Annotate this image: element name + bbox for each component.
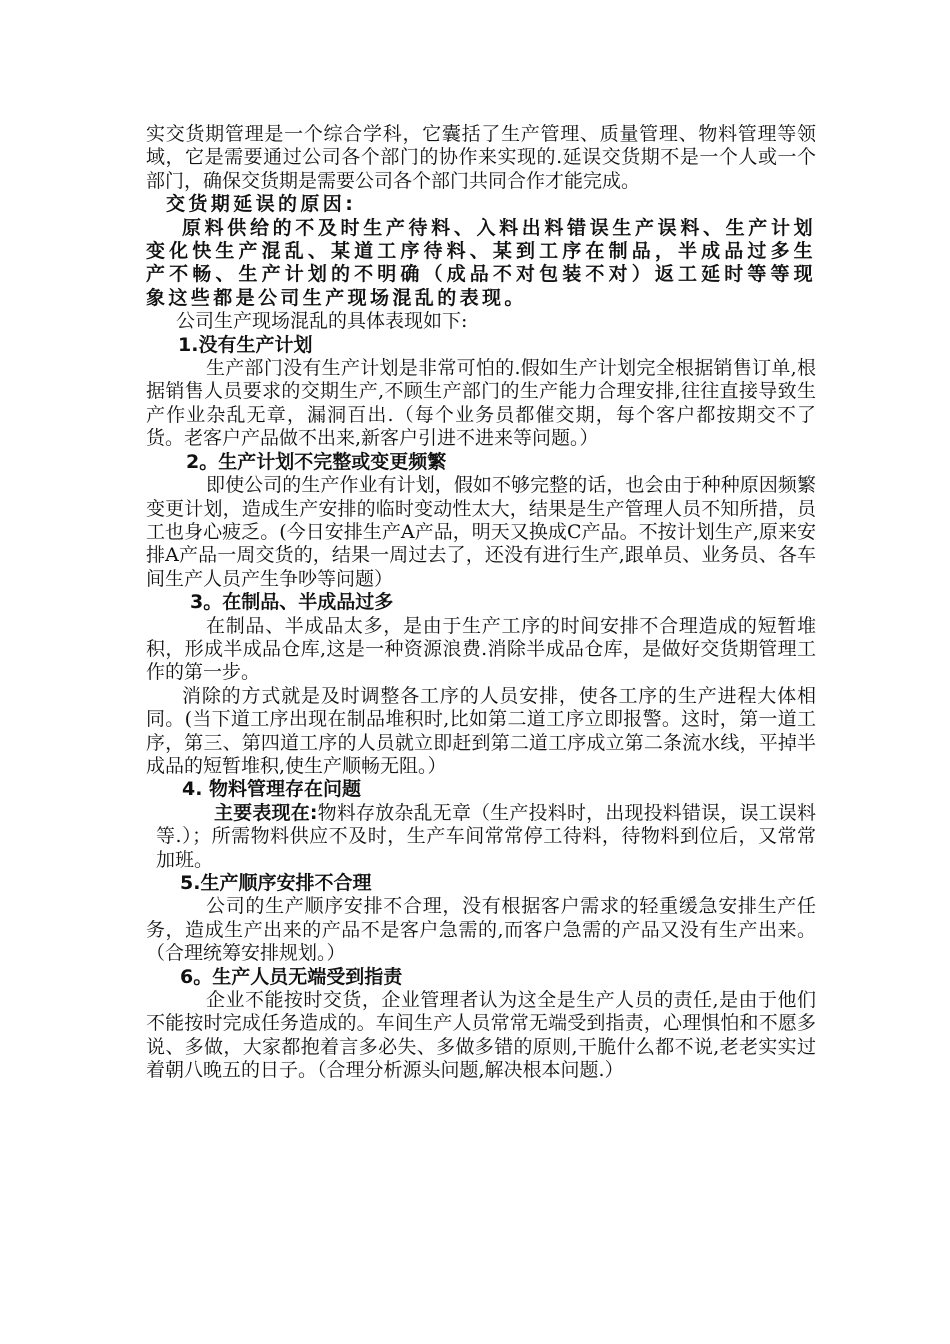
section-2-body: 即使公司的生产作业有计划，假如不够完整的话，也会由于种种原因频繁变更计划，造成生产安排的临时变动性太大，结果是生产管理人员不知所措，员工也身心疲乏。(今日安排生产A产品，明天又换成C产品。不按计划生产,原来安排A产品一周交货的，结果一周过去了，还没有进行生产,跟单员、业务员、各车间生产人员产生争吵等问题）: [146, 474, 816, 590]
section-6-title: 6。生产人员无端受到指责: [180, 965, 403, 988]
section-6-body: 企业不能按时交货，企业管理者认为这全是生产人员的责任,是由于他们不能按时完成任务造成的。车间生产人员常常无端受到指责，心理惧怕和不愿多说、多做，大家都抱着言多必失、多做多错的原则,干脆什么都不说,老老实实过着朝八晚五的日子。（合理分析源头问题,解决根本问题.）: [146, 989, 816, 1082]
section-4-text: 物料存放杂乱无章（生产投料时，出现投料错误，误工误料等.）；所需物料供应不及时，生产车间常常停工待料，待物料到位后，又常常加班。: [156, 801, 816, 871]
section-4-title: 4. 物料管理存在问题: [182, 778, 362, 801]
document-page: [146, 123, 816, 1083]
reasons-body: 原料供给的不及时生产待料、入料出料错误生产误料、生产计划变化快生产混乱、某道工序待料、某到工序在制品，半成品过多生产不畅、生产计划的不明确（成品不对包装不对）返工延时等等现象这些都是公司生产现场混乱的表现。: [146, 216, 816, 309]
section-1-title: 1.没有生产计划: [178, 333, 313, 356]
intro-paragraph: 实交货期管理是一个综合学科，它囊括了生产管理、质量管理、物料管理等领域，它是需要通过公司各个部门的协作来实现的.延误交货期不是一个人或一个部门，确保交货期是需要公司各个部门共同合作才能完成。: [146, 123, 816, 192]
section-5-title: 5.生产顺序安排不合理: [180, 872, 372, 894]
symptoms-intro: 公司生产现场混乱的具体表现如下:: [176, 310, 468, 333]
section-2-title: 2。生产计划不完整或变更频繁: [186, 450, 447, 473]
section-3-body-1: 在制品、半成品太多，是由于生产工序的时间安排不合理造成的短暂堆积，形成半成品仓库,这是一种资源浪费.消除半成品仓库，是做好交货期管理工作的第一步。: [146, 614, 816, 684]
section-3-title: 3。在制品、半成品过多: [190, 591, 394, 614]
section-3-body-2: 消除的方式就是及时调整各工序的人员安排，使各工序的生产进程大体相同。(当下道工序出现在制品堆积时,比如第二道工序立即报警。这时，第一道工序，第三、第四道工序的人员就立即赶到第二道工序成立第二条流水线，平掉半成品的短暂堆积,使生产顺畅无阻。）: [146, 684, 816, 777]
section-1-body: 生产部门没有生产计划是非常可怕的.假如生产计划完全根据销售订单,根据销售人员要求的交期生产,不顾生产部门的生产能力合理安排,往往直接导致生产作业杂乱无章，漏洞百出.（每个业务员都催交期，每个客户都按期交不了货。老客户产品做不出来,新客户引进不进来等问题。）: [146, 357, 816, 450]
section-5-body: 公司的生产顺序安排不合理，没有根据客户需求的轻重缓急安排生产任务，造成生产出来的产品不是客户急需的,而客户急需的产品又没有生产出来。（合理统筹安排规划。）: [146, 895, 816, 965]
section-4-lead: 主要表现在:: [214, 801, 318, 824]
section-4-body: [146, 802, 816, 872]
reasons-title: 交货期延误的原因:: [166, 193, 357, 216]
